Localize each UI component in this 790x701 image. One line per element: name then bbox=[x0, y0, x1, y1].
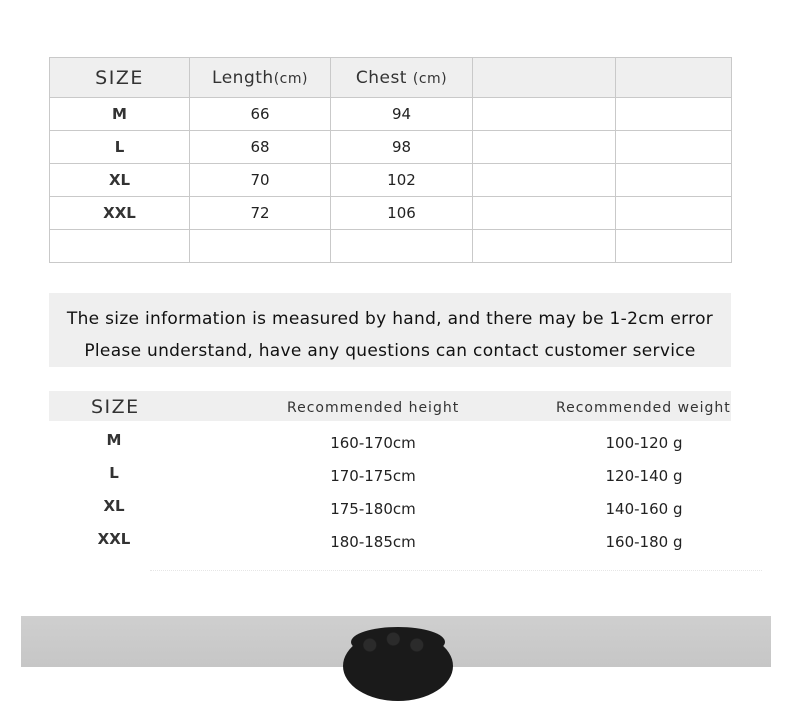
rec-weight: 160-180 g bbox=[605, 533, 683, 551]
empty-cell bbox=[616, 98, 732, 131]
header-extra-2 bbox=[616, 58, 732, 98]
model-photo bbox=[21, 616, 771, 667]
rec-size: XXL bbox=[97, 530, 131, 548]
header-extra-1 bbox=[473, 58, 616, 98]
empty-cell bbox=[616, 197, 732, 230]
rec-height: 160-170cm bbox=[330, 434, 416, 452]
header-length: Length(cm) bbox=[190, 58, 331, 98]
length-cell: 68 bbox=[190, 131, 331, 164]
chest-cell: 94 bbox=[331, 98, 473, 131]
length-cell: 72 bbox=[190, 197, 331, 230]
rec-size: L bbox=[109, 464, 119, 482]
empty-cell bbox=[616, 164, 732, 197]
size-cell: L bbox=[50, 131, 190, 164]
size-chart-table bbox=[49, 57, 732, 263]
table-row bbox=[50, 131, 732, 164]
list-item bbox=[49, 431, 731, 464]
chest-cell bbox=[331, 230, 473, 263]
chest-cell: 98 bbox=[331, 131, 473, 164]
empty-cell bbox=[473, 230, 616, 263]
rec-size: XL bbox=[103, 497, 125, 515]
rec-weight: 100-120 g bbox=[605, 434, 683, 452]
rec-weight: 120-140 g bbox=[605, 467, 683, 485]
model-hair-image bbox=[343, 631, 453, 701]
measurement-note bbox=[49, 293, 731, 367]
rec-weight: 140-160 g bbox=[605, 500, 683, 518]
size-cell: M bbox=[50, 98, 190, 131]
note-line-1: The size information is measured by hand, and there may be 1-2cm error bbox=[66, 309, 714, 329]
header-size: SIZE bbox=[50, 58, 190, 98]
table-row bbox=[50, 164, 732, 197]
list-item bbox=[49, 530, 731, 563]
list-item bbox=[49, 464, 731, 497]
size-cell bbox=[50, 230, 190, 263]
size-cell: XXL bbox=[50, 197, 190, 230]
empty-cell bbox=[473, 197, 616, 230]
empty-cell bbox=[473, 164, 616, 197]
table-row bbox=[50, 197, 732, 230]
list-item bbox=[49, 497, 731, 530]
empty-cell bbox=[473, 131, 616, 164]
length-cell bbox=[190, 230, 331, 263]
note-line-2: Please understand, have any questions can contact customer service bbox=[84, 341, 696, 361]
length-cell: 70 bbox=[190, 164, 331, 197]
rec-header-weight: Recommended weight bbox=[556, 400, 731, 416]
recommendation-header bbox=[49, 391, 731, 421]
rec-size: M bbox=[106, 431, 122, 449]
empty-cell bbox=[616, 131, 732, 164]
divider bbox=[150, 570, 762, 579]
length-cell: 66 bbox=[190, 98, 331, 131]
size-cell: XL bbox=[50, 164, 190, 197]
empty-cell bbox=[616, 230, 732, 263]
header-chest: Chest (cm) bbox=[331, 58, 473, 98]
chest-cell: 102 bbox=[331, 164, 473, 197]
size-chart-header-row bbox=[50, 58, 732, 98]
rec-header-height: Recommended height bbox=[287, 400, 460, 416]
table-row bbox=[50, 98, 732, 131]
rec-height: 170-175cm bbox=[330, 467, 416, 485]
table-row bbox=[50, 230, 732, 263]
rec-height: 175-180cm bbox=[330, 500, 416, 518]
rec-header-size: SIZE bbox=[91, 396, 140, 418]
rec-height: 180-185cm bbox=[330, 533, 416, 551]
chest-cell: 106 bbox=[331, 197, 473, 230]
empty-cell bbox=[473, 98, 616, 131]
